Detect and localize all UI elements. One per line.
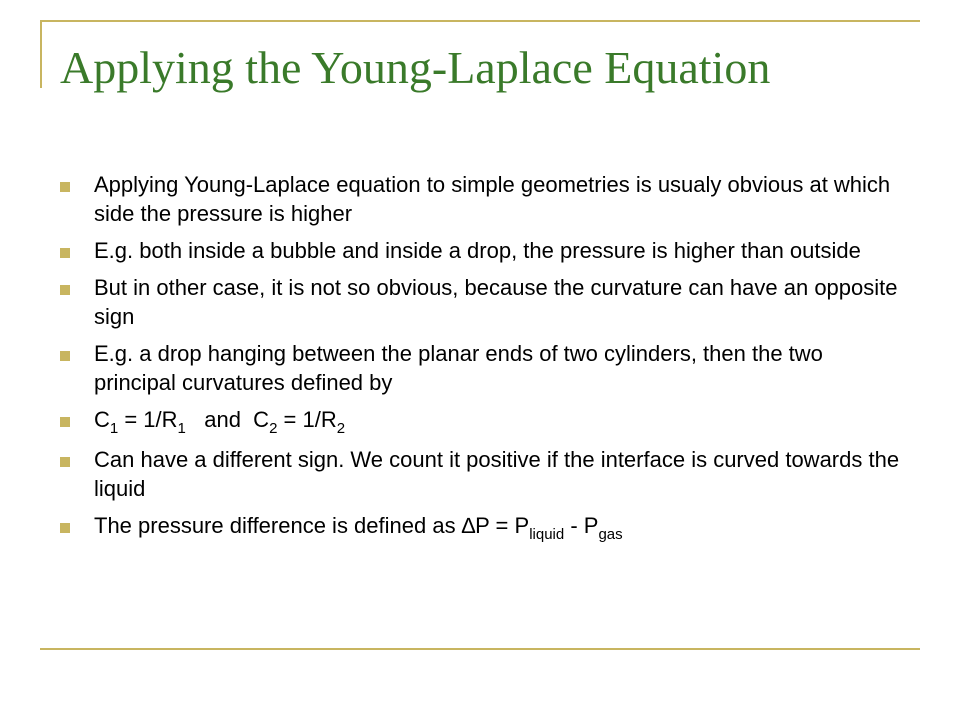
bullet-item [58, 339, 908, 397]
equation-eq1: = 1/R [118, 407, 178, 432]
equation-eq2: = 1/R [277, 407, 337, 432]
pressure-p: P = P [475, 513, 530, 538]
bullet-text: E.g. both inside a bubble and inside a drop, the pressure is higher than outside [94, 238, 861, 263]
bottom-border-line [40, 648, 920, 650]
equation-c1-subscript: 1 [109, 420, 119, 437]
square-bullet-icon [60, 351, 70, 361]
curvature-equation-bullet [58, 405, 908, 437]
delta-symbol: ∆ [461, 513, 476, 538]
bullet-item [58, 445, 908, 503]
equation-and: and [185, 407, 254, 432]
equation-r2-subscript: 2 [336, 420, 346, 437]
square-bullet-icon [60, 457, 70, 467]
bullet-text: But in other case, it is not so obvious, because the curvature can have an opposite sign [94, 275, 898, 329]
equation-c2-subscript: 2 [269, 420, 278, 437]
square-bullet-icon [60, 285, 70, 295]
bullet-item [58, 273, 908, 331]
bullet-text: E.g. a drop hanging between the planar ends of two cylinders, then the two principal curvatures defined by [94, 341, 823, 395]
pressure-text: The pressure difference is defined as [94, 513, 462, 538]
bullet-item [58, 170, 908, 228]
left-border-line [40, 20, 42, 88]
square-bullet-icon [60, 417, 70, 427]
equation-c2: C [253, 407, 270, 432]
slide-title: Applying the Young-Laplace Equation [60, 42, 771, 93]
square-bullet-icon [60, 523, 70, 533]
bullet-item [58, 236, 908, 265]
bullet-list [58, 170, 908, 551]
square-bullet-icon [60, 182, 70, 192]
gas-subscript: gas [598, 526, 623, 543]
bullet-text: Can have a different sign. We count it positive if the interface is curved towards the liquid [94, 447, 900, 501]
pressure-minus: - P [564, 513, 599, 538]
equation-c1: C [94, 407, 110, 432]
equation-r1-subscript: 1 [177, 420, 186, 437]
top-border-line [40, 20, 920, 22]
bullet-text: Applying Young-Laplace equation to simple geometries is usualy obvious at which side the pressure is higher [94, 172, 891, 226]
liquid-subscript: liquid [529, 526, 565, 543]
square-bullet-icon [60, 248, 70, 258]
pressure-difference-bullet [58, 511, 908, 543]
